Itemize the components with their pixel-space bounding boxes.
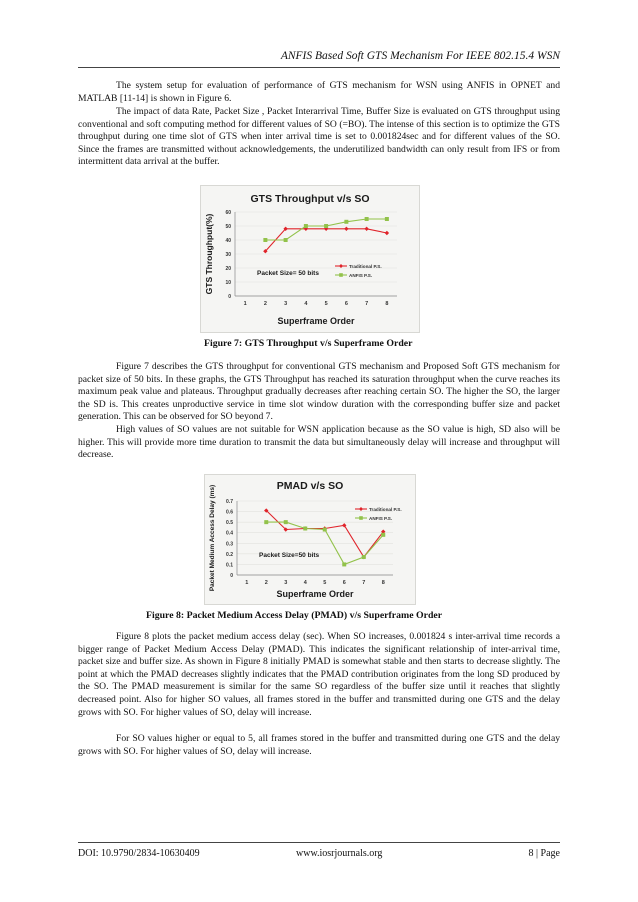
x-tick-label: 3 (284, 301, 288, 307)
paragraph-2: The impact of data Rate, Packet Size , Packet Interarrival Time, Buffer Size is evaluated on GTS throughput using conventional and soft computing method for different values of SO (=BO). The intense of this section is to optimize the GTS throughput during one time slot of GTS when inter arrival time is set to 0.001824sec and for different values of the SO. Since the frames are transmitted without acknowledgements, the underutilized bandwidth can only result from IFS or from intermittent data arrival at the buffer. (78, 106, 560, 168)
chart-title: GTS Throughput v/s SO (250, 193, 370, 205)
figure-8-chart (204, 474, 416, 605)
figure-8-caption: Figure 8: Packet Medium Access Delay (PMAD) v/s Superframe Order (146, 610, 443, 621)
paragraph-6: For SO values higher or equal to 5, all frames stored in the buffer and transmitted during one GTS and the delay grows with SO. For higher values of SO, delay will increase. (78, 733, 560, 757)
y-tick-label: 0 (228, 294, 231, 300)
header-rule (78, 67, 560, 68)
y-tick-label: 0.7 (226, 499, 233, 505)
gts-throughput-chart (201, 186, 419, 332)
y-tick-label: 0.4 (226, 530, 233, 537)
data-point (323, 528, 327, 532)
footer-rule (78, 842, 560, 843)
paragraph-4: High values of SO values are not suitable for WSN application because as the SO value is high, SD also will be higher. This will provide more time duration to transmit the data but simultaneously delay will increase and throughput will decrease. (78, 424, 560, 461)
paragraph-5: Figure 8 plots the packet medium access delay (sec). When SO increases, 0.001824 s inter-arrival time records a bigger range of Packet Medium Access Delay (PMAD). This indicates the significant relationship of inter-arrival time, packet size and buffer size. As shown in Figure 8 initially PMAD is somewhat stable and then starts to decrease slightly. The point at which the PMAD decreases slightly indicates that the PMAD contribution originates from the long SD produced by the SO. The PMAD measurement is similar for the same SO regardless of the buffer size until it reaches that slightly decreased point. Also for higher SO values, all frames stored in the buffer and transmitted during one GTS and the delay grows with SO. For higher values of SO, delay will increase. (78, 631, 560, 718)
x-tick-label: 4 (304, 301, 308, 307)
running-title: ANFIS Based Soft GTS Mechanism For IEEE 802.15.4 WSN (280, 50, 560, 62)
figure-7-caption: Figure 7: GTS Throughput v/s Superframe Order (204, 338, 413, 349)
pmad-chart (205, 475, 415, 604)
footer-url: www.iosrjournals.org (296, 848, 383, 859)
legend-marker (339, 273, 343, 277)
y-tick-label: 20 (225, 266, 231, 272)
data-point (324, 224, 328, 228)
paragraph-3: Figure 7 describes the GTS throughput for conventional GTS mechanism and Proposed Soft GTS mechanism for packet size of 50 bits. In these graphs, the GTS Throughput has reached its saturation throughput when the curve reaches its maximum peak value and plateaus. Throughput gradually decreases after reaching certain SO. The higher the SO, the larger the SD is. This creates unproductive service in time slot window duration with the corresponding buffer size and packet generation. This can be observed for SO beyond 7. (78, 361, 560, 423)
chart-annotation: Packet Size=50 bits (259, 552, 320, 559)
legend-label: Traditional P.S. (369, 507, 402, 512)
chart-title: PMAD v/s SO (276, 480, 344, 492)
data-point (365, 217, 369, 221)
legend-label: Traditional P.S. (349, 264, 382, 269)
data-point (303, 526, 307, 530)
legend-marker (359, 507, 363, 511)
y-tick-label: 0.1 (226, 562, 233, 569)
y-axis-label: GTS Throughput(%) (204, 213, 214, 295)
legend-label: ANFIS P.S. (349, 273, 373, 278)
y-tick-label: 0 (230, 573, 233, 579)
data-point (342, 562, 346, 566)
legend-marker (339, 264, 343, 268)
data-point (264, 520, 268, 524)
data-point (362, 555, 366, 559)
footer-doi: DOI: 10.9790/2834-10630409 (78, 848, 200, 859)
data-point (284, 238, 288, 242)
data-point (385, 231, 389, 235)
x-tick-label: 6 (342, 580, 346, 586)
x-tick-label: 3 (284, 580, 288, 586)
y-axis-label: Packet Medium Access Delay (ms) (209, 484, 216, 592)
data-point (364, 227, 368, 231)
y-tick-label: 40 (225, 238, 231, 244)
x-tick-label: 7 (362, 580, 366, 586)
legend-marker (359, 516, 363, 520)
y-tick-label: 0.2 (226, 551, 233, 558)
x-tick-label: 1 (245, 580, 249, 586)
data-point (385, 217, 389, 221)
x-tick-label: 8 (381, 580, 385, 586)
y-tick-label: 30 (225, 252, 231, 258)
data-point (284, 520, 288, 524)
footer-page: 8 | Page (528, 848, 560, 859)
x-tick-label: 7 (365, 301, 369, 307)
y-tick-label: 0.5 (226, 520, 233, 527)
legend-label: ANFIS P.S. (369, 516, 393, 521)
x-axis-label: Superframe Order (276, 589, 354, 599)
y-tick-label: 0.3 (226, 541, 233, 548)
y-tick-label: 60 (225, 210, 231, 216)
data-point (344, 220, 348, 224)
y-tick-label: 10 (225, 280, 231, 286)
data-point (304, 224, 308, 228)
x-axis-label: Superframe Order (277, 316, 355, 326)
data-point (381, 533, 385, 537)
y-tick-label: 50 (225, 224, 231, 230)
data-point (344, 227, 348, 231)
x-tick-label: 5 (323, 580, 327, 586)
x-tick-label: 2 (263, 301, 267, 307)
x-tick-label: 2 (264, 580, 268, 586)
x-tick-label: 8 (385, 301, 389, 307)
data-point (263, 238, 267, 242)
x-tick-label: 5 (324, 301, 328, 307)
figure-7-chart (200, 185, 420, 333)
y-tick-label: 0.6 (226, 509, 233, 516)
x-tick-label: 6 (344, 301, 348, 307)
paragraph-1: The system setup for evaluation of performance of GTS mechanism for WSN using ANFIS in OPNET and MATLAB [11-14] is shown in Figure 6. (78, 80, 560, 104)
chart-annotation: Packet Size= 50 bits (257, 270, 319, 277)
x-tick-label: 4 (303, 580, 307, 586)
x-tick-label: 1 (243, 301, 247, 307)
